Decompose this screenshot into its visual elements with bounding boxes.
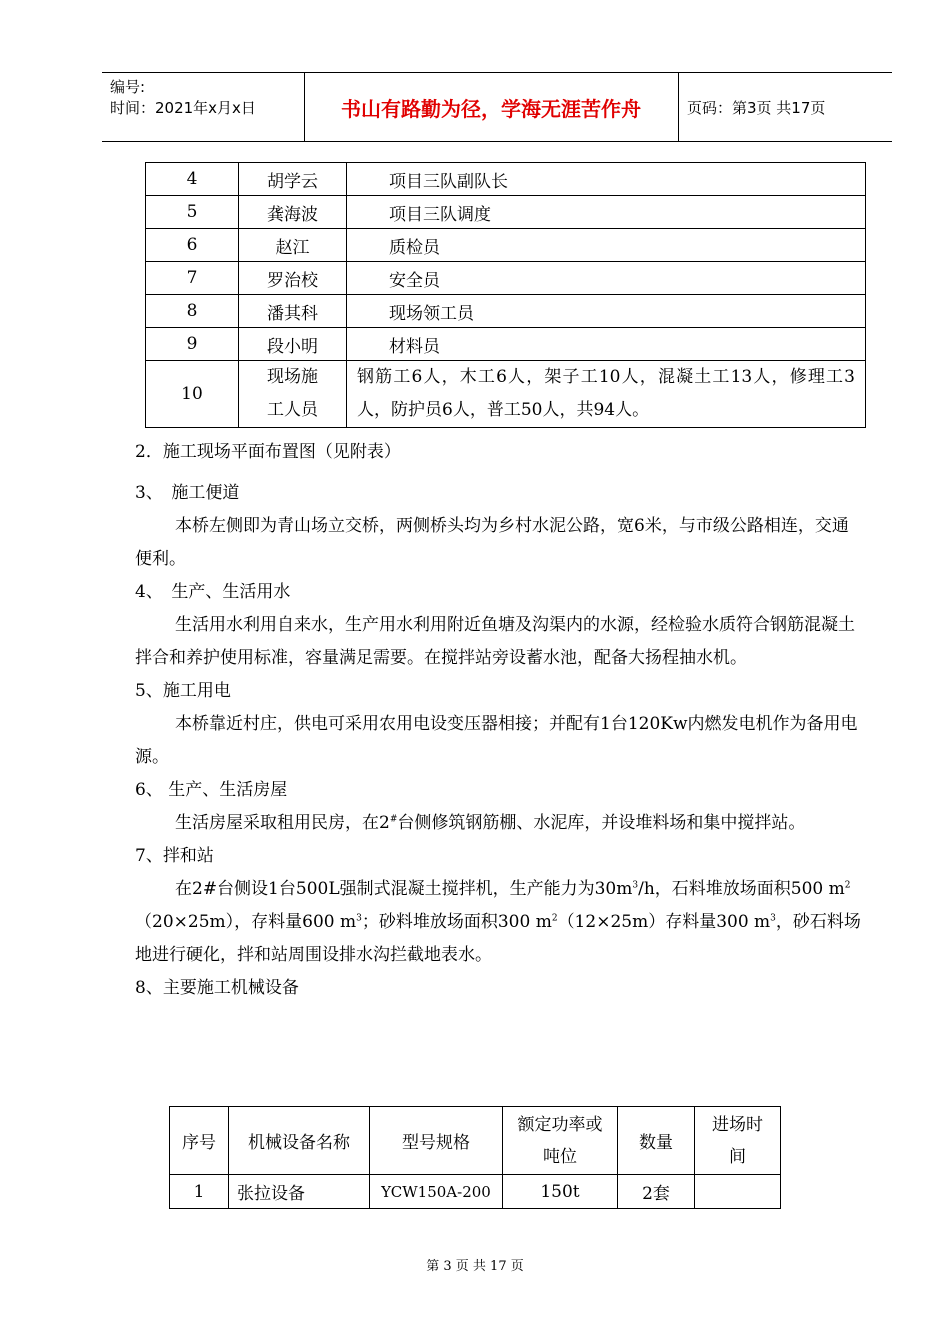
cell-qty: 2套 (618, 1175, 695, 1209)
header-time: 进场时 间 (695, 1107, 781, 1175)
row-role: 项目三队调度 (347, 196, 866, 229)
row-name: 胡学云 (239, 163, 347, 196)
section-4-body: 生活用水利用自来水，生产用水利用附近鱼塘及沟渠内的水源，经检验水质符合钢筋混凝土拌合和养护使用标准，容量满足需要。在搅拌站旁设蓄水池，配备大扬程抽水机。 (135, 615, 855, 668)
section-6-body: 生活房屋采取租用民房，在2#台侧修筑钢筋棚、水泥库，并设堆料场和集中搅拌站。 (175, 813, 806, 833)
cell-power: 150t (503, 1175, 618, 1209)
row-number: 8 (146, 295, 239, 328)
row-number: 5 (146, 196, 239, 229)
table-row (146, 328, 866, 361)
row-number: 7 (146, 262, 239, 295)
header-meta (110, 77, 256, 119)
page-header (102, 72, 892, 142)
section-5-body: 本桥靠近村庄，供电可采用农用电设变压器相接；并配有1台120Kw内燃发电机作为备用电源。 (135, 714, 858, 767)
row-role: 质检员 (347, 229, 866, 262)
table-row (146, 229, 866, 262)
table-row (170, 1175, 781, 1209)
row-role: 现场领工员 (347, 295, 866, 328)
row-number: 9 (146, 328, 239, 361)
row-name: 龚海波 (239, 196, 347, 229)
section-7-heading: 7、拌和站 (135, 846, 214, 866)
header-model: 型号规格 (370, 1107, 503, 1175)
row-number: 6 (146, 229, 239, 262)
cell-no: 1 (170, 1175, 229, 1209)
section-2-heading: 2．施工现场平面布置图（见附表） (135, 442, 401, 462)
row-name: 段小明 (239, 328, 347, 361)
section-8-heading: 8、主要施工机械设备 (135, 978, 299, 998)
table-row (146, 163, 866, 196)
row-number: 4 (146, 163, 239, 196)
cell-model: YCW150A-200 (370, 1175, 503, 1209)
row-name-line-2: 工人员 (267, 400, 318, 420)
header-page-number: 页码：第3页 共17页 (687, 99, 826, 117)
serial-label: 编号: (110, 78, 146, 96)
section-7-body: 在2#台侧设1台500L强制式混凝土搅拌机，生产能力为$30m^3/h$，石料堆放场面积500 $m^2(20\times 25m)$，存料量600 $m^3$；砂料堆放场面积300 $m^2(12\times 25m)$存料量300 $m^3$，砂石料场地进行硬化，拌和站周围设排水沟拦截地表水。 (135, 879, 861, 965)
section-6-heading: 6、 生产、生活房屋 (135, 780, 288, 800)
row-role: 安全员 (347, 262, 866, 295)
page-footer: 第 3 页 共 17 页 (426, 1259, 524, 1274)
body-text (135, 436, 861, 1005)
row-role: 材料员 (347, 328, 866, 361)
header-name: 机械设备名称 (229, 1107, 370, 1175)
section-3-heading: 3、 施工便道 (135, 483, 240, 503)
table-row (146, 295, 866, 328)
table-row (146, 196, 866, 229)
row-number: 10 (146, 361, 239, 428)
row-name: 罗治校 (239, 262, 347, 295)
row-name (239, 361, 347, 428)
cell-name: 张拉设备 (229, 1175, 370, 1209)
row-description: 钢筋工6人，木工6人，架子工10人，混凝土工13人，修理工3人，防护员6人，普工50人，共94人。 (347, 361, 866, 428)
header-divider-right (678, 73, 679, 141)
section-3-body: 本桥左侧即为青山场立交桥，两侧桥头均为乡村水泥公路，宽6米，与市级公路相连，交通便利。 (135, 516, 849, 569)
time-label: 时间：2021年x月x日 (110, 99, 256, 117)
equipment-table (169, 1106, 781, 1209)
row-name-line-1: 现场施 (267, 367, 318, 387)
section-5-heading: 5、施工用电 (135, 681, 231, 701)
section-4-heading: 4、 生产、生活用水 (135, 582, 291, 602)
table-row (146, 262, 866, 295)
header-power: 额定功率或 吨位 (503, 1107, 618, 1175)
table-header-row (170, 1107, 781, 1175)
cell-time (695, 1175, 781, 1209)
header-motto: 书山有路勤为径，学海无涯苦作舟 (341, 96, 641, 121)
table-row (146, 361, 866, 428)
row-name: 潘其科 (239, 295, 347, 328)
row-name: 赵江 (239, 229, 347, 262)
staff-table (145, 162, 866, 428)
row-role: 项目三队副队长 (347, 163, 866, 196)
header-no: 序号 (170, 1107, 229, 1175)
header-qty: 数量 (618, 1107, 695, 1175)
